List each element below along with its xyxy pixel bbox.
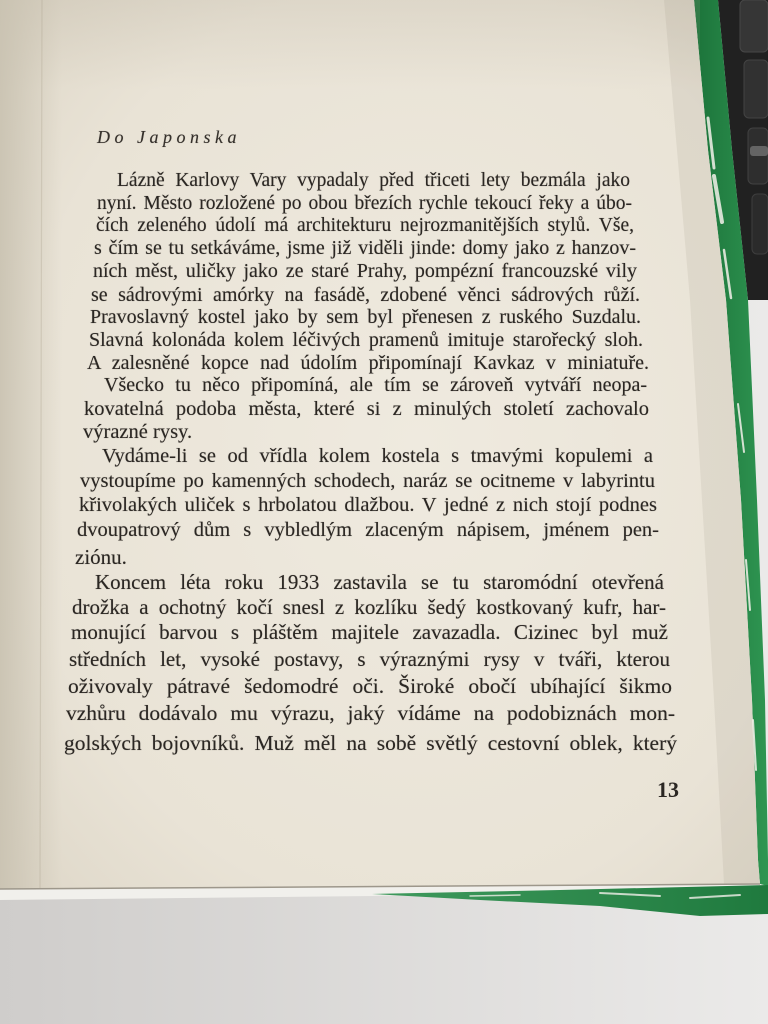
page-number: 13 xyxy=(657,777,679,802)
text-line: se sádrovými amórky na fasádě, zdobené věnci sádrových růží. xyxy=(91,284,640,306)
text-line: kovatelná podoba města, které si z minulých století zachovalo xyxy=(84,398,649,420)
text-line: nyní. Město rozložené po obou březích rychle tekoucí řeky a úbo- xyxy=(97,193,632,214)
text-line: monující barvou s pláštěm majitele zavazadla. Cizinec byl muž xyxy=(71,620,668,644)
paper-fiber xyxy=(470,895,520,896)
text-line: A zalesněné kopce nad údolím připomínají Kavkaz v miniatuře. xyxy=(87,352,649,374)
text-line: oživovaly pátravé šedomodré oči. Široké obočí ubíhající šikmo xyxy=(68,674,672,698)
text-line: s čím se tu setkáváme, jsme již viděli jinde: domy jako z hanzov- xyxy=(94,237,636,259)
chapter-title: Do Japonska xyxy=(97,127,241,147)
keyboard-reflection xyxy=(750,146,768,156)
text-line: dvoupatrový dům s vybledlým zlaceným nápisem, jménem pen- xyxy=(77,519,659,541)
text-line: golských bojovníků. Muž měl na sobě světlý cestovní oblek, který xyxy=(64,731,677,755)
text-line: ních měst, uličky jako ze staré Prahy, pompézní francouzské vily xyxy=(93,260,637,282)
text-line: vystoupíme po kamenných schodech, naráz se ocitneme v labyrintu xyxy=(80,470,655,492)
text-line: středních let, vysoké postavy, s výraznými rysy v tváři, kterou xyxy=(69,647,670,671)
text-line: ziónu. xyxy=(75,545,127,569)
text-line: Lázně Karlovy Vary vypadaly před třiceti lety bezmála jako xyxy=(117,170,630,191)
text-line: výrazné rysy. xyxy=(83,421,193,443)
page-top-shade xyxy=(0,0,700,90)
text-line: křivolakých uliček s hrbolatou dlažbou. V jedné z nich stojí podnes xyxy=(79,494,657,516)
keyboard-key xyxy=(744,60,768,118)
text-line: Vydáme-li se od vřídla kolem kostela s tmavými kopulemi a xyxy=(102,445,653,467)
text-line: čích zeleného údolí má architekturu nejrozmanitějších stylů. Vše, xyxy=(96,215,634,236)
keyboard-key xyxy=(752,194,768,254)
keyboard-key xyxy=(740,0,768,52)
page-gutter-shadow xyxy=(0,0,62,889)
text-line: vzhůru dodávalo mu výrazu, jaký vídáme na podobiznách mon- xyxy=(66,701,675,725)
text-line: Koncem léta roku 1933 zastavila se tu staromódní otevřená xyxy=(95,570,664,594)
text-line: drožka a ochotný kočí snesl z kozlíku šedý kostkovaný kufr, har- xyxy=(72,595,666,619)
text-line: Všecko tu něco připomíná, ale tím se zároveň vytváří neopa- xyxy=(104,374,647,396)
text-line: Slavná kolonáda kolem léčivých pramenů imituje starořecký sloh. xyxy=(89,329,643,351)
text-line: Pravoslavný kostel jako by sem byl přenesen z ruského Suzdalu. xyxy=(90,306,641,328)
